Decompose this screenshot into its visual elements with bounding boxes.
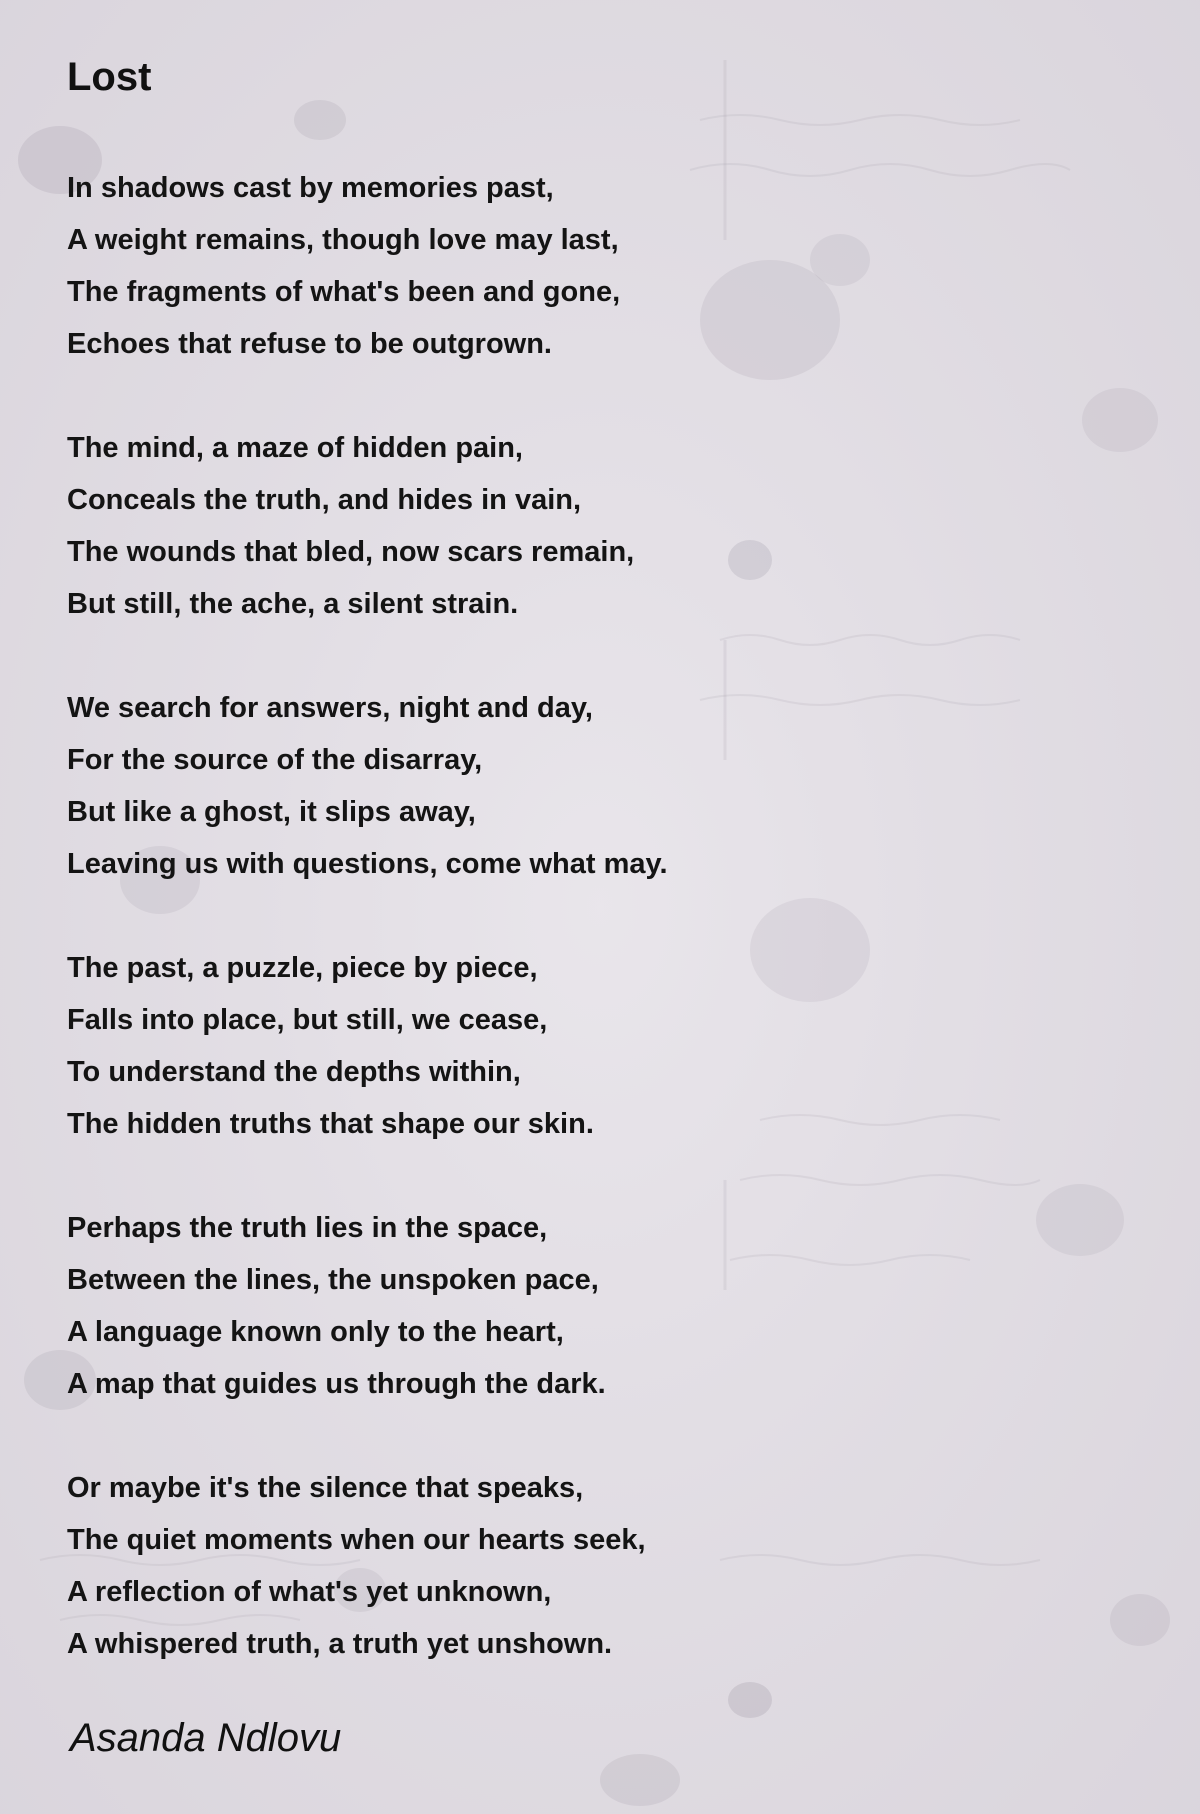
stanza <box>67 682 1127 890</box>
poem-line: The past, a puzzle, piece by piece, <box>67 952 538 984</box>
poem-title: Lost <box>67 55 152 99</box>
poem-line: To understand the depths within, <box>67 1056 521 1088</box>
poem-line: The mind, a maze of hidden pain, <box>67 432 523 464</box>
poem-line: But like a ghost, it slips away, <box>67 796 476 828</box>
poem-content <box>67 48 1127 1722</box>
poem-line: Perhaps the truth lies in the space, <box>67 1212 548 1244</box>
poem-line: Leaving us with questions, come what may. <box>67 848 668 880</box>
stanza <box>67 162 1127 370</box>
poem-line: We search for answers, night and day, <box>67 692 593 724</box>
poem-line: Conceals the truth, and hides in vain, <box>67 484 582 516</box>
poem-line: A whispered truth, a truth yet unshown. <box>67 1628 613 1660</box>
poem-line: For the source of the disarray, <box>67 744 483 776</box>
poem-line: A map that guides us through the dark. <box>67 1368 606 1400</box>
poem-line: The quiet moments when our hearts seek, <box>67 1524 646 1556</box>
poem-line: The fragments of what's been and gone, <box>67 276 621 308</box>
poem-line: Or maybe it's the silence that speaks, <box>67 1472 584 1504</box>
poem-line: A language known only to the heart, <box>67 1316 564 1348</box>
poem-line: But still, the ache, a silent strain. <box>67 588 519 620</box>
poem-body <box>67 162 1127 1670</box>
poem-line: Echoes that refuse to be outgrown. <box>67 328 552 360</box>
stanza <box>67 1462 1127 1670</box>
poem-line: A reflection of what's yet unknown, <box>67 1576 552 1608</box>
stanza <box>67 1202 1127 1410</box>
poem-line: Falls into place, but still, we cease, <box>67 1004 548 1036</box>
poem-author: Asanda Ndlovu <box>70 1716 342 1760</box>
stanza <box>67 422 1127 630</box>
stanza <box>67 942 1127 1150</box>
poem-line: In shadows cast by memories past, <box>67 172 554 204</box>
poem-line: Between the lines, the unspoken pace, <box>67 1264 599 1296</box>
poem-line: A weight remains, though love may last, <box>67 224 619 256</box>
poem-line: The wounds that bled, now scars remain, <box>67 536 635 568</box>
poem-line: The hidden truths that shape our skin. <box>67 1108 594 1140</box>
